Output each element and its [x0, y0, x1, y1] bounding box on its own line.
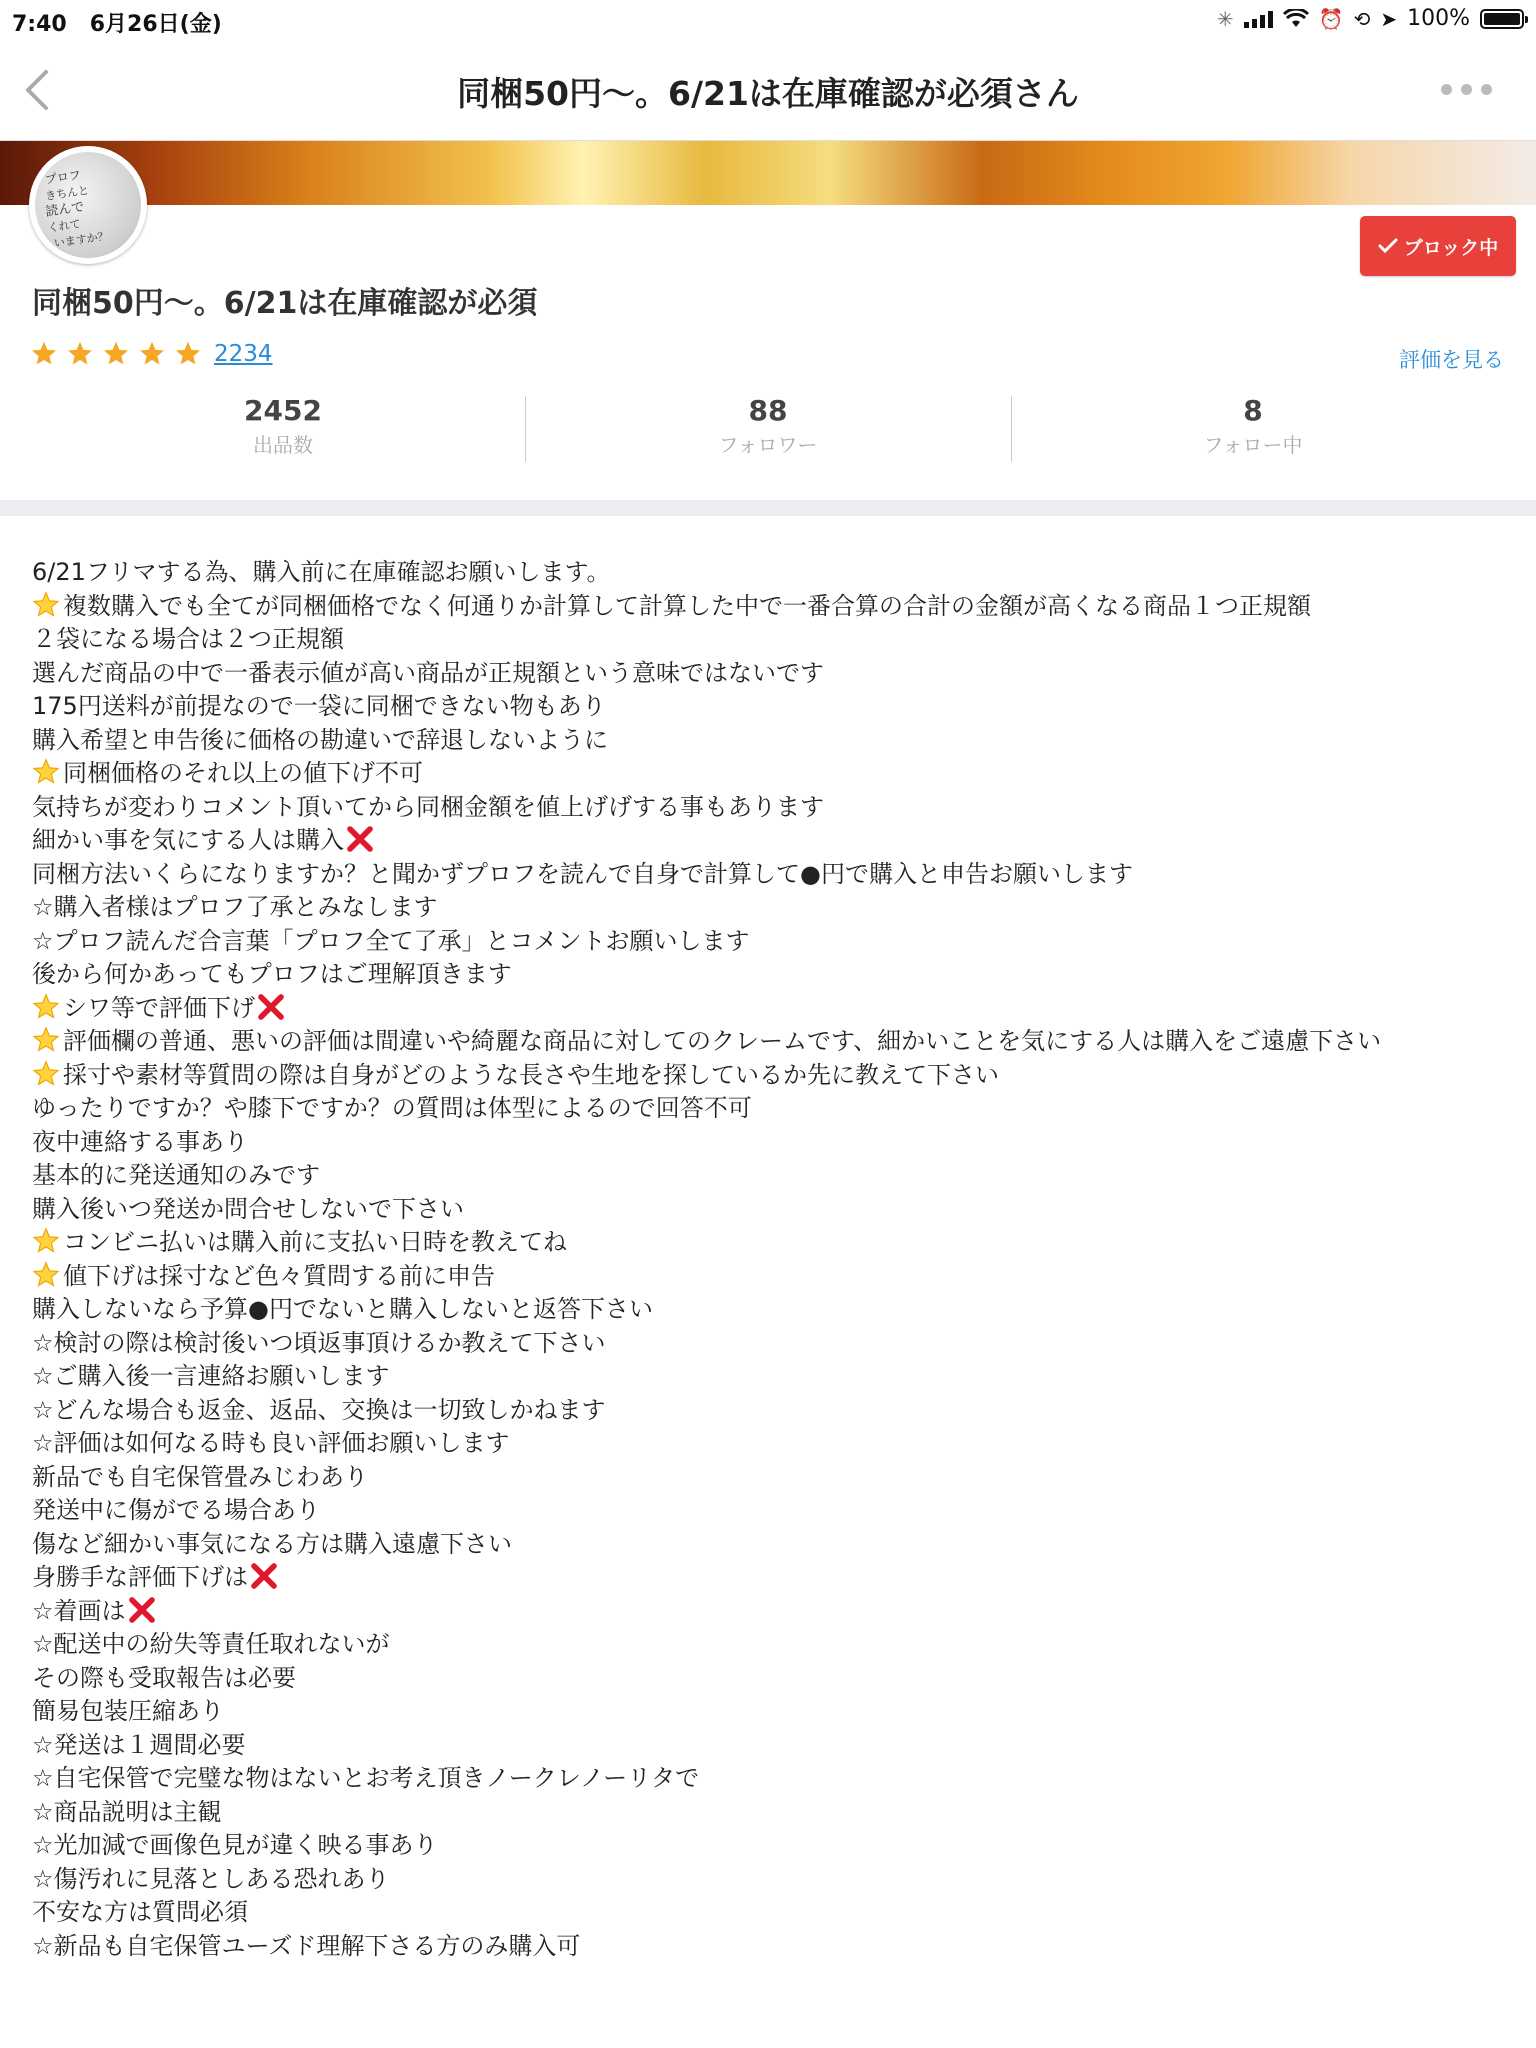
description-text: ☆商品説明は主観 [32, 1797, 222, 1826]
cross-mark-icon [345, 824, 375, 854]
description-text: 同梱方法いくらになりますか？と聞かずプロフを読んで自身で計算して●円で購入と申告お願いします [32, 859, 1133, 888]
status-time: 7:40 6月26日(金) [12, 12, 222, 37]
description-text: 後から何かあってもプロフはご理解頂きます [32, 960, 512, 988]
description-text: その際も受取報告は必要 [32, 1663, 296, 1692]
status-icons [1217, 6, 1524, 31]
rating-stars [30, 340, 273, 368]
description-text: 値下げは採寸など色々質問する前に申告 [63, 1261, 495, 1290]
svg-text:きちんと: きちんと [44, 183, 90, 203]
stat-label: フォロワー [718, 433, 818, 457]
description-line [32, 1427, 1502, 1461]
description-line [32, 1662, 1502, 1696]
description-text: ☆光加減で画像色見が違く映る事あり [32, 1831, 438, 1859]
description-line [32, 1461, 1502, 1495]
description-line [32, 958, 1502, 992]
svg-text:読んで: 読んで [44, 199, 86, 220]
description-text: 傷など細かい事気になる方は購入遠慮下さい [32, 1529, 512, 1558]
description-line [32, 1059, 1502, 1093]
description-text: ☆ご購入後一言連絡お願いします [32, 1362, 390, 1390]
description-line [32, 1226, 1502, 1260]
checkmark-icon [1378, 238, 1398, 254]
description-text: ☆配送中の紛失等責任取れないが [32, 1630, 390, 1658]
description-text: 175円送料が前提なので一袋に同梱できない物もあり [32, 692, 606, 720]
description-line [32, 724, 1502, 758]
cross-mark-icon [127, 1595, 157, 1625]
description-text: ☆新品も自宅保管ユーズド理解下さる方のみ購入可 [32, 1931, 581, 1960]
profile-name: 同梱50円〜。6/21は在庫確認が必須 [32, 286, 538, 321]
description-line [32, 1863, 1502, 1897]
description-text: ☆着画は [32, 1596, 126, 1625]
lock-rotation-icon: ⟲ [1353, 6, 1371, 31]
stat-followers[interactable] [525, 394, 1011, 458]
description-text: 複数購入でも全てが同梱価格でなく何通りか計算して計算した中で一番合算の合計の金額が高くなる商品１つ正規額 [63, 591, 1311, 620]
section-separator [0, 500, 1536, 516]
description-line [32, 1394, 1502, 1428]
description-line [32, 1260, 1502, 1294]
description-text: ゆったりですか？や膝下ですか？の質問は体型によるので回答不可 [32, 1094, 752, 1122]
battery-percent: 100% [1407, 6, 1470, 31]
nav-title: 同梱50円〜。6/21は在庫確認が必須さん [457, 74, 1079, 113]
description-line [32, 1595, 1502, 1629]
description-line [32, 1327, 1502, 1361]
description-line [32, 891, 1502, 925]
description-text: ☆自宅保管で完璧な物はないとお考え頂きノークレノーリタで [32, 1764, 700, 1792]
description-line [32, 1561, 1502, 1595]
review-count-link[interactable]: 2234 [214, 341, 273, 367]
svg-text:プロフ: プロフ [44, 167, 82, 187]
activity-icon: ✳ [1216, 6, 1234, 31]
stats-divider [1011, 396, 1012, 462]
status-bar [0, 0, 1536, 40]
description-line [32, 1092, 1502, 1126]
profile-stats [0, 394, 1536, 464]
description-text: 気持ちが変わりコメント頂いてから同梱金額を値上げげする事もあります [32, 792, 824, 821]
block-label: ブロック中 [1403, 236, 1499, 259]
description-text: 発送中に傷がでる場合あり [32, 1496, 320, 1524]
description-text: 細かい事を気にする人は購入 [32, 826, 344, 854]
description-line [32, 623, 1502, 657]
description-line [32, 1695, 1502, 1729]
description-text: コンビニ払いは購入前に支払い日時を教えてね [63, 1228, 567, 1256]
star-icon [66, 340, 94, 368]
description-text: 採寸や素材等質問の際は自身がどのような長さや生地を探しているか先に教えて下さい [63, 1060, 999, 1089]
alarm-icon: ⏰ [1318, 6, 1344, 31]
description-text: 同梱価格のそれ以上の値下げ不可 [63, 759, 423, 787]
description-line [32, 1829, 1502, 1863]
cross-mark-icon [249, 1561, 279, 1591]
description-text: 夜中連絡する事あり [32, 1127, 248, 1156]
star-icon [174, 340, 202, 368]
star-icon [102, 340, 130, 368]
description-text: 身勝手な評価下げは [32, 1563, 248, 1591]
description-line [32, 1494, 1502, 1528]
description-text: シワ等で評価下げ [63, 993, 255, 1022]
svg-text:くれて: くれて [46, 217, 82, 235]
description-text: 簡易包装圧縮あり [32, 1697, 224, 1725]
description-line [32, 1896, 1502, 1930]
stat-listings[interactable] [40, 394, 526, 458]
stat-following[interactable] [1010, 394, 1496, 458]
block-button[interactable] [1360, 216, 1516, 276]
wifi-icon [1283, 9, 1309, 29]
avatar [29, 146, 147, 264]
description-line [32, 1126, 1502, 1160]
description-line [32, 1796, 1502, 1830]
star-emoji-icon [32, 758, 60, 786]
description-text: ☆どんな場合も返金、返品、交換は一切致しかねます [32, 1395, 606, 1424]
description-line [32, 1193, 1502, 1227]
description-line [32, 1729, 1502, 1763]
description-line [32, 1025, 1502, 1059]
description-text: ☆傷汚れに見落としある恐れあり [32, 1864, 390, 1893]
svg-text:いますか？: いますか？ [53, 229, 110, 251]
description-line [32, 858, 1502, 892]
stat-value: 88 [748, 394, 788, 427]
star-icon [138, 340, 166, 368]
description-line [32, 1528, 1502, 1562]
star-emoji-icon [32, 1026, 60, 1054]
description-line [32, 757, 1502, 791]
battery-icon [1480, 9, 1524, 29]
description-line [32, 1762, 1502, 1796]
description-text: 不安な方は質問必須 [32, 1898, 248, 1926]
stat-label: フォロー中 [1203, 433, 1303, 457]
description-line [32, 556, 1502, 590]
location-icon: ➤ [1380, 6, 1398, 31]
stats-divider [525, 396, 526, 462]
description-text: ２袋になる場合は２つ正規額 [32, 625, 344, 653]
see-reviews-link[interactable]: 評価を見る [1399, 348, 1504, 372]
description-line [32, 1360, 1502, 1394]
description-text: ☆発送は１週間必要 [32, 1730, 246, 1759]
description-line [32, 590, 1502, 624]
nav-bar [0, 40, 1536, 141]
stat-label: 出品数 [253, 433, 313, 457]
star-icon [30, 340, 58, 368]
description-text: 購入希望と申告後に価格の勘違いで辞退しないように [32, 725, 608, 754]
signal-icon [1244, 10, 1273, 28]
description-text: 評価欄の普通、悪いの評価は間違いや綺麗な商品に対してのクレームです、細かいことを気にする人は購入をご遠慮下さい [63, 1027, 1382, 1055]
description-line [32, 925, 1502, 959]
description-text: 購入しないなら予算●円でないと購入しないと返答下さい [32, 1295, 653, 1323]
description-line [32, 992, 1502, 1026]
stat-value: 8 [1243, 394, 1263, 427]
avatar-handwriting [35, 152, 141, 258]
star-emoji-icon [32, 1227, 60, 1255]
more-options-icon[interactable] [1441, 84, 1492, 95]
description-line [32, 690, 1502, 724]
star-emoji-icon [32, 993, 60, 1021]
star-emoji-icon [32, 1060, 60, 1088]
description-text: ☆検討の際は検討後いつ頃返事頂けるか教えて下さい [32, 1328, 606, 1357]
description-line [32, 657, 1502, 691]
description-text: ☆プロフ読んだ合言葉「プロフ全て了承」とコメントお願いします [32, 926, 750, 955]
star-emoji-icon [32, 591, 60, 619]
description-line [32, 791, 1502, 825]
star-emoji-icon [32, 1261, 60, 1289]
cover-banner [0, 141, 1536, 205]
description-text: ☆評価は如何なる時も良い評価お願いします [32, 1429, 510, 1457]
description-line [32, 1159, 1502, 1193]
description-text: 購入後いつ発送か問合せしないで下さい [32, 1194, 464, 1223]
cross-mark-icon [256, 992, 286, 1022]
description-line [32, 1930, 1502, 1964]
description-text: 基本的に発送通知のみです [32, 1161, 320, 1189]
description-text: 新品でも自宅保管畳みじわあり [32, 1462, 368, 1491]
description-line [32, 1293, 1502, 1327]
description-line [32, 824, 1502, 858]
description-line [32, 1628, 1502, 1662]
description-text: 選んだ商品の中で一番表示値が高い商品が正規額という意味ではないです [32, 658, 824, 687]
description-text: ☆購入者様はプロフ了承とみなします [32, 893, 438, 921]
profile-description [32, 556, 1502, 1963]
stat-value: 2452 [244, 394, 322, 427]
description-text: 6/21フリマする為、購入前に在庫確認お願いします。 [32, 558, 611, 586]
